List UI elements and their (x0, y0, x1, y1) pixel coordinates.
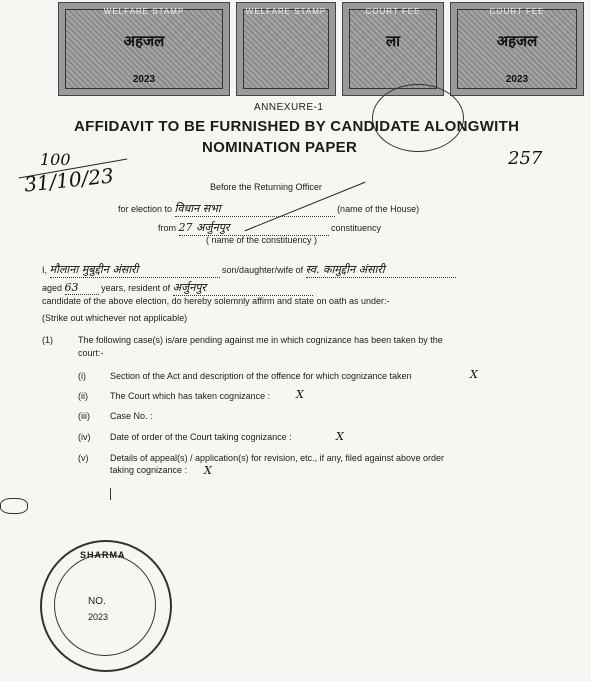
list-item-num: (ii) (78, 391, 88, 401)
resident-value: अर्जुनपुर (173, 280, 313, 296)
from-prefix: from (158, 223, 176, 233)
clause-text-line-1: The following case(s) is/are pending against me in which cognizance has been taken by the (78, 335, 443, 345)
returning-officer-line: Before the Returning Officer (210, 182, 322, 192)
election-value: विधान सभा (175, 201, 335, 217)
welfare-stamp-2 (236, 2, 336, 96)
from-value: 27 अर्जुनपुर (179, 220, 329, 236)
handwritten-number: 100 (40, 150, 71, 169)
name-of-house-label: (name of the House) (337, 204, 420, 214)
list-item-mark: X (336, 430, 344, 443)
aged-label: aged (42, 283, 63, 293)
list-item-text: The Court which has taken cognizance : (110, 391, 271, 401)
candidate-name: मौलाना मुबुद्दीन अंसारी (50, 262, 220, 278)
seal-number: NO. (88, 596, 106, 607)
age-value: 63 (65, 281, 99, 295)
stamp-hindi-text: अहजल (123, 33, 165, 50)
clause-text-line-2: court:- (78, 348, 104, 358)
election-line (118, 201, 419, 217)
list-item-num: (v) (78, 453, 89, 463)
list-item-mark: X (470, 368, 478, 381)
page-title: AFFIDAVIT TO BE FURNISHED BY CANDIDATE ALONGWITH (74, 118, 520, 135)
i-prefix: I, (42, 265, 48, 275)
seal-year: 2023 (88, 612, 109, 622)
age-line (42, 280, 313, 296)
court-fee-stamp-1 (342, 2, 444, 96)
list-item-text-cont: taking cognizance : (110, 465, 188, 475)
candidate-oath-line: candidate of the above election, do hereby solemnly affirm and state on oath as under:- (42, 296, 390, 306)
court-fee-stamp-2 (450, 2, 584, 96)
stamp-hindi-text: अहजल (496, 33, 538, 50)
candidate-name-line (42, 262, 456, 278)
election-prefix: for election to (118, 204, 173, 214)
list-item-num: (iv) (78, 432, 91, 442)
strike-note: (Strike out whichever not applicable) (42, 313, 188, 323)
list-item-text: Section of the Act and description of the offence for which cognizance taken (110, 371, 412, 381)
list-item-mark: X (296, 388, 304, 401)
list-item-text: Case No. : (110, 411, 153, 421)
list-item-num: (iii) (78, 411, 90, 421)
annexure-label: ANNEXURE-1 (254, 102, 324, 113)
page-subtitle: NOMINATION PAPER (202, 139, 358, 156)
stamp-label: WELFARE STAMP (103, 7, 185, 16)
stamp-hindi-text: ला (385, 33, 401, 50)
handwritten-ref-number: 257 (508, 148, 543, 169)
stamp-value: 2023 (132, 74, 156, 85)
notary-seal (40, 540, 172, 672)
stamp-strip (58, 2, 583, 94)
handwritten-date: 31/10/23 (22, 163, 115, 197)
years-resident-label: years, resident of (101, 283, 171, 293)
list-item-mark: X (204, 464, 212, 477)
stamp-label: WELFARE STAMP (245, 7, 327, 16)
clause-number: (1) (42, 335, 53, 345)
stamp-label: COURT FEE (489, 7, 545, 16)
stamp-value: 2023 (505, 74, 529, 85)
list-item-num: (i) (78, 371, 86, 381)
from-line (158, 220, 381, 236)
son-of-label: son/daughter/wife of (222, 265, 304, 275)
constituency-label: constituency (331, 223, 382, 233)
cursor-tick (110, 488, 111, 500)
father-name: स्व. कामुद्दीन अंसारी (306, 262, 456, 278)
stamp-label: COURT FEE (365, 7, 421, 16)
seal-name: SHARMA (80, 550, 126, 560)
welfare-stamp-1 (58, 2, 230, 96)
list-item-text: Date of order of the Court taking cognizance : (110, 432, 292, 442)
margin-scribble (0, 498, 28, 514)
list-item-text: Details of appeal(s) / application(s) for revision, etc., if any, filed against above order (110, 453, 444, 463)
constituency-name-label: ( name of the constituency ) (206, 235, 318, 245)
